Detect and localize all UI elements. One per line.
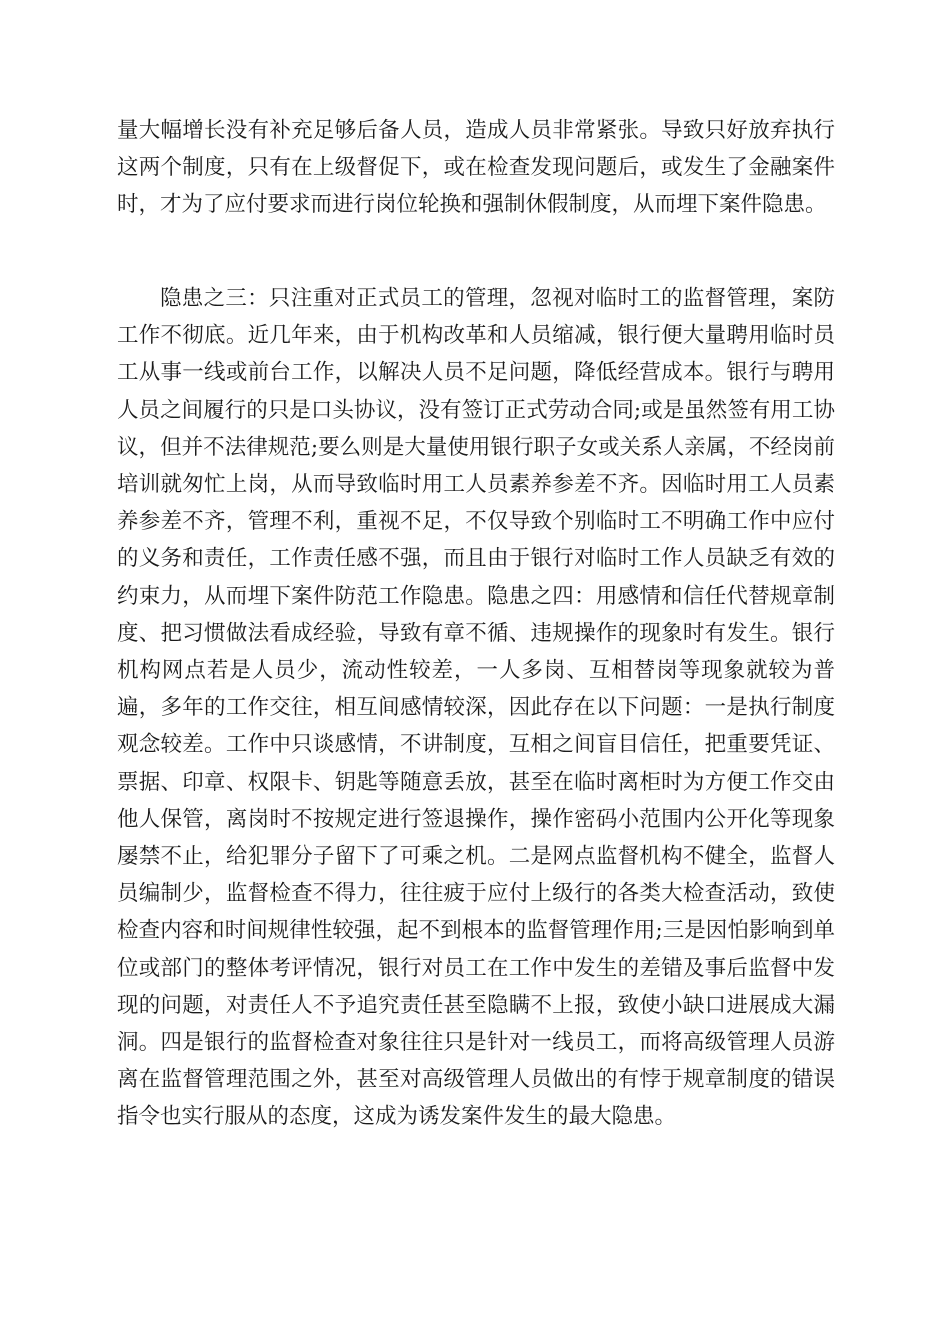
paragraph-continuation: 量大幅增长没有补充足够后备人员，造成人员非常紧张。导致只好放弃执行这两个制度，只有在上级督促下，或在检查发现问题后，或发生了金融案件时，才为了应付要求而进行岗位轮换和强制休假制度，从而埋下案件隐患。 — [117, 118, 835, 218]
paragraph-hidden-dangers: 隐患之三：只注重对正式员工的管理，忽视对临时工的监督管理，案防工作不彻底。近几年来，由于机构改革和人员缩减，银行便大量聘用临时员工从事一线或前台工作，以解决人员不足问题，降低经营成本。银行与聘用人员之间履行的只是口头协议，没有签订正式劳动合同;或是虽然签有用工协议，但并不法律规范;要么则是大量使用银行职子女或关系人亲属，不经岗前培训就匆忙上岗，从而导致临时用工人员素养参差不齐。因临时用工人员素养参差不齐，管理不利，重视不足，不仅导致个别临时工不明确工作中应付的义务和责任，工作责任感不强，而且由于银行对临时工作人员缺乏有效的约束力，从而埋下案件防范工作隐患。隐患之四：用感情和信任代替规章制度、把习惯做法看成经验，导致有章不循、违规操作的现象时有发生。银行机构网点若是人员少，流动性较差，一人多岗、互相替岗等现象就较为普遍，多年的工作交往，相互间感情较深，因此存在以下问题：一是执行制度观念较差。工作中只谈感情，不讲制度，互相之间盲目信任，把重要凭证、票据、印章、权限卡、钥匙等随意丢放，甚至在临时离柜时为方便工作交由他人保管，离岗时不按规定进行签退操作，操作密码小范围内公开化等现象屡禁不止，给犯罪分子留下了可乘之机。二是网点监督机构不健全，监督人员编制少，监督检查不得力，往往疲于应付上级行的各类大检查活动，致使检查内容和时间规律性较强，起不到根本的监督管理作用;三是因怕影响到单位或部门的整体考评情况，银行对员工在工作中发生的差错及事后监督中发现的问题，对责任人不予追究责任甚至隐瞒不上报，致使小缺口进展成大漏洞。四是银行的监督检查对象往往只是针对一线员工，而将高级管理人员游离在监督管理范围之外，甚至对高级管理人员做出的有悖于规章制度的错误指令也实行服从的态度，这成为诱发案件发生的最大隐患。 — [117, 286, 835, 1130]
